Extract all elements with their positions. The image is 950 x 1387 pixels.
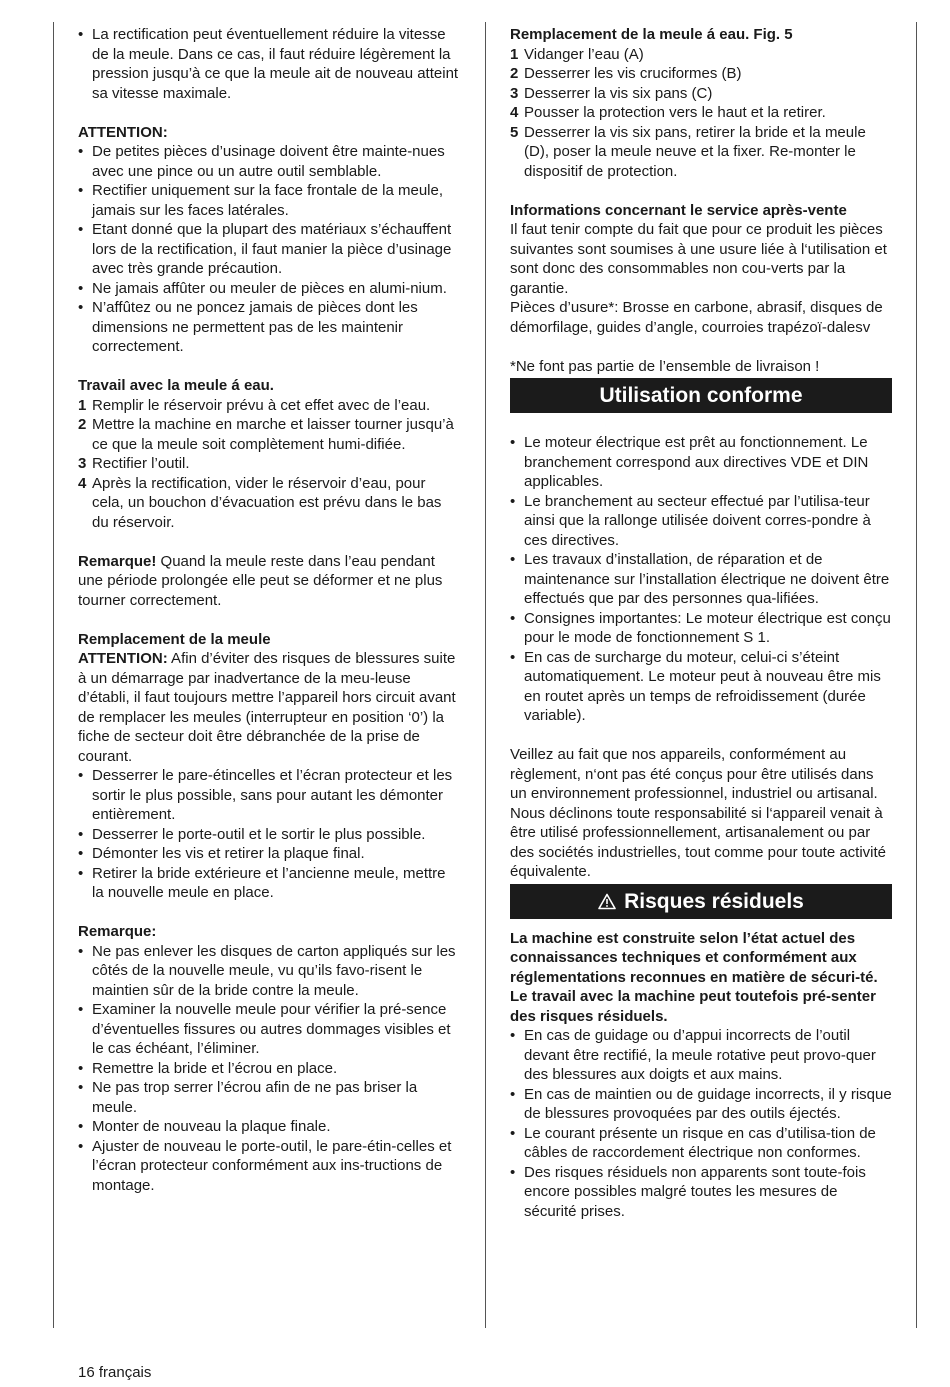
step-item: 2 Mettre la machine en marche et laisser tourner jusqu’à ce que la meule soit complètement humi-difiée. bbox=[78, 416, 454, 453]
list-item: • Démonter les vis et retirer la plaque final. bbox=[78, 844, 460, 864]
step-item: 3 Rectifier l’outil. bbox=[78, 455, 190, 472]
not-included-note: *Ne font pas partie de l’ensemble de livraison ! bbox=[510, 357, 820, 375]
list-item: • Examiner la nouvelle meule pour vérifier la pré-sence d’éventuelles fissures ou autres dommages visibles et le cas échéant, l’éliminer. bbox=[78, 1000, 460, 1059]
water-replace-heading: Remplacement de la meule á eau. Fig. 5 bbox=[510, 26, 793, 43]
list-item: • Le moteur électrique est prêt au fonctionnement. Le branchement correspond aux directives VDE et DIN applicables. bbox=[510, 433, 892, 492]
step-item: 4 Pousser la protection vers le haut et la retirer. bbox=[510, 104, 826, 121]
water-wheel-heading: Travail avec la meule á eau. bbox=[78, 377, 274, 394]
list-item: • Le branchement au secteur effectué par l’utilisa-teur ainsi que la rallonge utilisée doivent corres-pondre à ces directives. bbox=[510, 492, 892, 551]
intended-use-paragraph: Veillez au fait que nos appareils, conformément au règlement, n‘ont pas été conçus pour être utilisés dans un environnement professionnel, industriel ou artisanal. Nous déclinons toute responsabilité si l‘appareil venait à être utilisé professionnellement, artisanalement ou par des sociétés industrielles, tout comme pour toute activité équivalente. bbox=[510, 746, 887, 880]
warning-triangle-icon bbox=[598, 893, 616, 910]
list-item: • Desserrer le porte-outil et le sortir le plus possible. bbox=[78, 825, 460, 845]
wear-parts-paragraph: Pièces d’usure*: Brosse en carbone, abrasif, disques de démorfilage, guides d’angle, courroies trapézoï-dalesv bbox=[510, 299, 883, 336]
attention-list bbox=[78, 142, 460, 357]
list-item: • La rectification peut éventuellement réduire la vitesse de la meule. Dans ce cas, il faut réduire légèrement la pression jusqu’à ce que la meule ait de nouveau atteint sa vitesse maximale. bbox=[78, 25, 460, 103]
service-paragraph: Il faut tenir compte du fait que pour ce produit les pièces suivantes sont soumises à une usure liée à l‘utilisation et sont donc des consommables non cou-verts par la garantie. bbox=[510, 221, 887, 297]
left-column bbox=[78, 25, 460, 1195]
list-item: • De petites pièces d’usinage doivent être mainte-nues avec une pince ou un autre outil semblable. bbox=[78, 142, 460, 181]
list-item: • Etant donné que la plupart des matériaux s’échauffent lors de la rectification, il faut manier la pièce d’usinage avec très grande précaution. bbox=[78, 220, 460, 279]
intro-list bbox=[78, 25, 460, 103]
list-item: • Desserrer le pare-étincelles et l’écran protecteur et les sortir le plus possible, sans pour autant les démonter entièrement. bbox=[78, 766, 460, 825]
list-item: • Les travaux d’installation, de réparation et de maintenance sur l’installation électrique ne doivent être effectués que par des personnes qua-lifiées. bbox=[510, 550, 892, 609]
attention-heading: ATTENTION: bbox=[78, 123, 168, 141]
replace-attention-paragraph: ATTENTION: Afin d’éviter des risques de blessures suite à un démarrage par inadvertance de la meu-leuse d’établi, il faut toujours mettre l’appareil hors circuit avant de remplacer les meules (interrupteur en position ‘0’) la fiche de secteur doit être débranchée de la prise de courant. bbox=[78, 650, 456, 765]
step-item: 3 Desserrer la vis six pans (C) bbox=[510, 84, 713, 102]
risk-intro: La machine est construite selon l’état actuel des connaissances techniques et conformément aux réglementations reconnues en matière de sécuri-té. Le travail avec la machine peut toutefois pré-senter des risques résiduels. bbox=[510, 929, 878, 1025]
step-item: 5 Desserrer la vis six pans, retirer la bride et la meule (D), poser la meule neuve et la fixer. Re-monter le dispositif de protection. bbox=[510, 123, 866, 180]
step-item: 1 Vidanger l’eau (A) bbox=[510, 45, 644, 63]
right-column bbox=[510, 25, 892, 1221]
risk-list bbox=[510, 1026, 892, 1221]
water-wheel-steps bbox=[78, 396, 460, 533]
page-footer: 16 français bbox=[78, 1364, 152, 1381]
list-item: • Remettre la bride et l’écrou en place. bbox=[78, 1059, 460, 1079]
service-heading: Informations concernant le service après-vente bbox=[510, 201, 847, 219]
intended-use-list bbox=[510, 433, 892, 726]
list-item: • Monter de nouveau la plaque finale. bbox=[78, 1117, 460, 1137]
list-item: • Le courant présente un risque en cas d’utilisa-tion de câbles de raccordement électrique non conformes. bbox=[510, 1124, 892, 1163]
list-item: • Ne pas trop serrer l’écrou afin de ne pas briser la meule. bbox=[78, 1078, 460, 1117]
list-item: • Rectifier uniquement sur la face frontale de la meule, jamais sur les faces latérales. bbox=[78, 181, 460, 220]
list-item: • En cas de maintien ou de guidage incorrects, il y risque de blessures provoquées par des outils éjectés. bbox=[510, 1085, 892, 1124]
left-margin-rule bbox=[53, 22, 54, 1328]
section-banner-intended-use: Utilisation conforme bbox=[510, 378, 892, 413]
step-item: 4 Après la rectification, vider le réservoir d’eau, pour cela, un bouchon d’évacuation est prévu dans le bas du réservoir. bbox=[78, 474, 442, 531]
list-item: • En cas de guidage ou d’appui incorrects de l’outil devant être rectifié, la meule rotative peut provo-quer des blessures aux doigts et aux mains. bbox=[510, 1026, 892, 1085]
column-divider bbox=[485, 22, 486, 1328]
section-banner-residual-risks bbox=[510, 884, 892, 919]
list-item: • N’affûtez ou ne poncez jamais de pièces dont les dimensions ne permettent pas de les maintenir correctement. bbox=[78, 298, 460, 357]
replace-list bbox=[78, 766, 460, 903]
step-item: 1 Remplir le réservoir prévu à cet effet avec de l’eau. bbox=[78, 396, 431, 414]
list-item: • Ne jamais affûter ou meuler de pièces en alumi-nium. bbox=[78, 279, 460, 299]
banner-title: Risques résiduels bbox=[624, 889, 804, 913]
list-item: • Ne pas enlever les disques de carton appliqués sur les côtés de la nouvelle meule, vu qu’ils favo-risent le maintien sûr de la bride contre la meule. bbox=[78, 942, 460, 1001]
remark-list bbox=[78, 942, 460, 1196]
right-margin-rule bbox=[916, 22, 917, 1328]
list-item: • Des risques résiduels non apparents sont toute-fois encore possibles malgré toutes les mesures de sécurité prises. bbox=[510, 1163, 892, 1222]
list-item: • Ajuster de nouveau le porte-outil, le pare-étin-celles et l’écran protecteur conformément aux ins-tructions de montage. bbox=[78, 1137, 460, 1196]
list-item: • En cas de surcharge du moteur, celui-ci s’éteint automatiquement. Le moteur peut à nouveau être mis en routet après un temps de refroidissement (durée variable). bbox=[510, 648, 892, 726]
replace-heading: Remplacement de la meule bbox=[78, 630, 271, 648]
remark-paragraph: Remarque! Quand la meule reste dans l’eau pendant une période prolongée elle peut se déformer et ne plus tourner correctement. bbox=[78, 552, 443, 609]
water-replace-steps bbox=[510, 45, 892, 182]
remark-heading: Remarque: bbox=[78, 923, 157, 940]
list-item: • Retirer la bride extérieure et l’ancienne meule, mettre la nouvelle meule en place. bbox=[78, 864, 460, 903]
list-item: • Consignes importantes: Le moteur électrique est conçu pour le mode de fonctionnement S 1. bbox=[510, 609, 892, 648]
step-item: 2 Desserrer les vis cruciformes (B) bbox=[510, 65, 742, 82]
